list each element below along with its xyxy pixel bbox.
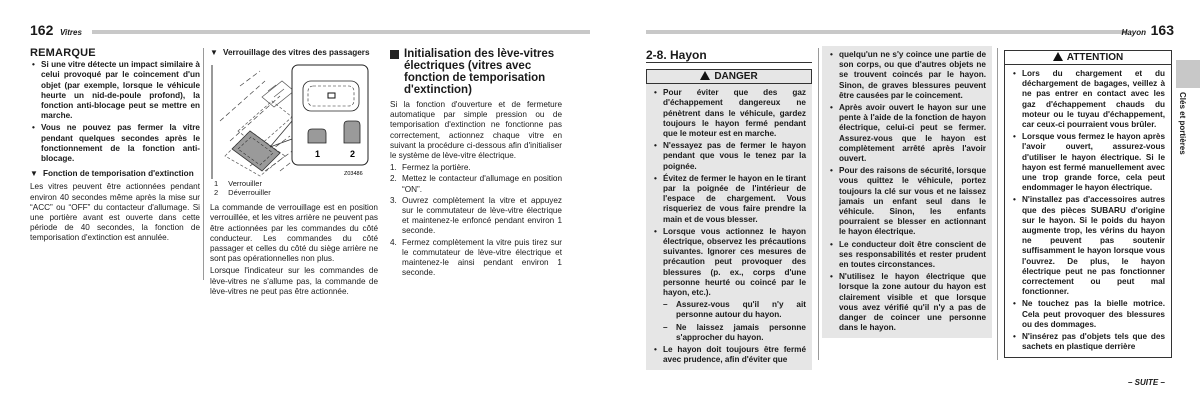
triangle-down-icon: ▼ (30, 169, 38, 179)
danger-body-continued (822, 46, 992, 338)
sub-list-item: – Ne laissez jamais personne s'approcher du hayon. (663, 323, 806, 343)
column-divider (997, 48, 998, 360)
initialisation-steps (390, 163, 562, 278)
remarque-list (30, 60, 200, 164)
list-item: • Après avoir ouvert le hayon sur une pente à l'aide de la fonction de hayon électrique, celui-ci peut se fermer. Assurez-vous que le hayon est complètement arrêté après l'avoir ouvert. (828, 103, 986, 164)
step-item: 2. Mettez le contacteur d'allumage en position “ON”. (390, 174, 562, 194)
step-item: 4. Fermez complètement la vitre puis tirez sur le commutateur de lève-vitre électrique et maintenez-le ainsi pendant environ 1 seconde. (390, 237, 562, 278)
header-rule (92, 30, 590, 34)
sub-list-item: – Assurez-vous qu'il n'y ait personne autour du hayon. (663, 300, 806, 320)
chapter-side-label: Clés et portières (1178, 92, 1187, 155)
column-initialisation (390, 48, 562, 279)
danger-header: DANGER (646, 69, 812, 84)
column-danger-1 (646, 50, 812, 370)
square-bullet-icon (390, 50, 399, 59)
header-rule (646, 30, 1128, 34)
figure-code: Z03486 (344, 171, 363, 178)
chapter-thumb-tab (1176, 60, 1200, 88)
list-item: • Le conducteur doit être conscient de ses responsabilités et rester prudent en toutes circonstances. (828, 240, 986, 271)
column-danger-2 (822, 46, 992, 338)
list-item: • Pour des raisons de sécurité, lorsque vous quittez le véhicule, portez toujours la clé sur vous et ne laissez jamais un enfant seul dans le véhicule. Sinon, les enfants pourraient se blesser en actionnant le hayon électrique. (828, 166, 986, 237)
list-item: • N'essayez pas de fermer le hayon pendant que vous le tenez par la poignée. (652, 141, 806, 172)
continued-label: – SUITE – (1128, 378, 1165, 387)
page-header-right (646, 22, 1174, 38)
list-item: • Lorsque vous actionnez le hayon électrique, observez les précautions suivantes. Ignorer ces mesures de précaution peut provoquer des blessures (p. ex., corps d'une personne heurté ou coincé par le hayon, etc.). – Assurez-vous qu'il n'y ait personne autour du hayon. – Ne laissez jamais personne s'approcher du hayon. (652, 227, 806, 343)
remarque-title: REMARQUE (30, 47, 96, 59)
attention-body (1004, 65, 1172, 358)
list-item: • N'insérez pas d'objets tels que des sachets en plastique derrière (1011, 332, 1165, 352)
callout-1: 1 (315, 149, 321, 160)
list-item: • N'utilisez le hayon électrique que lorsque la zone autour du hayon est clairement visible et que lorsque vous avez vérifié qu'il n'y a pas de danger de coincer une personne dans le hayon. (828, 272, 986, 333)
list-item: • N'installez pas d'accessoires autres que des pièces SUBARU d'origine sur le hayon. Si le poids du hayon augmente trop, les vérins du hayon ne peuvent pas soutenir suffisamment le hayon lorsque vous l'ouvrez. De plus, le hayon électrique peut ne pas fonctionner correctement ou peut mal fonctionner. (1011, 195, 1165, 297)
column-remarque (30, 48, 200, 246)
column-verrouillage (210, 48, 378, 299)
window-lock-switch-figure (210, 61, 370, 179)
callout-2: 2 (350, 149, 356, 160)
list-item-continued: • quelqu'un ne s'y coince une partie de son corps, ou que d'autres objets ne se trouvent coincés par le hayon. Sinon, de graves blessures peuvent être causées par le coincement. (828, 50, 986, 101)
temporisation-body: Les vitres peuvent être actionnées pendant environ 40 secondes même après la mise sur “ACC” ou “OFF” du contacteur d'allumage. Si une portière avant est ouverte dans cette période de 40 secondes, la fonction de temporisation d'extinction est annulée. (30, 182, 200, 243)
warning-triangle-icon (700, 71, 710, 80)
page-number: 162 (30, 22, 54, 38)
list-item: • Lors du chargement et du déchargement de bagages, veillez à ne pas entrer en contact avec les gaz d'échappement chauds du moteur ou le tuyau d'échappement, car ceux-ci pourraient vous brûler. (1011, 69, 1165, 130)
list-item: • Évitez de fermer le hayon en le tirant par la poignée de l'intérieur de l'espace de chargement. Vous risqueriez de vous faire prendre la main et de vous blesser. (652, 174, 806, 225)
initialisation-intro: Si la fonction d'ouverture et de fermeture automatique par simple pression ou de temporisation d'extinction ne fonctionne pas correctement, actionnez chaque vitre en suivant la procédure ci-dessous afin d'initialiser le système de lève-vitre électrique. (390, 100, 562, 161)
danger-body (646, 84, 812, 370)
section-heading-initialisation: Initialisation des lève-vitres électriques (vitres avec fonction de temporisation d'extinction) (390, 48, 562, 96)
chapter-title: 2-8. Hayon (646, 50, 812, 63)
list-item: • Pour éviter que des gaz d'échappement dangereux ne pénètrent dans le véhicule, gardez toujours le hayon fermé pendant que le moteur est en marche. (652, 88, 806, 139)
verrouillage-body-1: La commande de verrouillage est en position verrouillée, et les vitres arrière ne peuvent pas être actionnées par les commandes du côté conducteur. Les commandes du côté passager et celles du côté du siège arrière ne sont pas opérationnelles non plus. (210, 203, 378, 264)
column-divider (203, 48, 204, 280)
list-item: • Si une vitre détecte un impact similaire à celui provoqué par le coincement d'un objet (par exemple, lorsque le véhicule heurte un nid-de-poule profond), la fonction anti-blocage peut se mettre en marche. (30, 60, 200, 121)
subheading-verrouillage: ▼ Verrouillage des vitres des passagers (210, 48, 370, 57)
legend-item: 1 Verrouiller (214, 179, 262, 189)
section-label: Vitres (60, 28, 82, 37)
right-page (600, 0, 1200, 402)
triangle-down-icon: ▼ (210, 48, 218, 57)
page-header-left (30, 22, 590, 38)
list-item: • Ne touchez pas la bielle motrice. Cela peut provoquer des blessures ou des dommages. (1011, 299, 1165, 330)
page-number: 163 (1150, 22, 1174, 38)
step-item: 3. Ouvrez complètement la vitre et appuyez sur le commutateur de lève-vitre électrique et maintenez-le enfoncé pendant environ 1 seconde. (390, 195, 562, 236)
list-item: • Lorsque vous fermez le hayon après l'avoir ouvert, assurez-vous d'utiliser le hayon électrique. Si le hayon est fermé manuellement avec une trop grande force, cela peut endommager le hayon électrique. (1011, 132, 1165, 193)
warning-triangle-icon (1053, 52, 1063, 61)
step-item: 1. Fermez la portière. (390, 163, 471, 173)
column-attention (1004, 50, 1172, 358)
subheading-temporisation: ▼ Fonction de temporisation d'extinction (30, 169, 194, 179)
list-item: • Vous ne pouvez pas fermer la vitre pendant quelques secondes après le fonctionnement de la fonction anti-blocage. (30, 123, 200, 164)
list-item: • Le hayon doit toujours être fermé avec prudence, afin d'éviter que (652, 345, 806, 365)
column-divider (818, 48, 819, 360)
section-label: Hayon (1121, 28, 1146, 37)
verrouillage-body-2: Lorsque l'indicateur sur les commandes de lève-vitres ne s'allume pas, la commande de lève-vitres ne peut pas être actionnée. (210, 266, 378, 296)
attention-header: ATTENTION (1004, 50, 1172, 65)
switch-illustration (210, 61, 370, 179)
legend-item: 2 Déverrouiller (214, 188, 271, 198)
